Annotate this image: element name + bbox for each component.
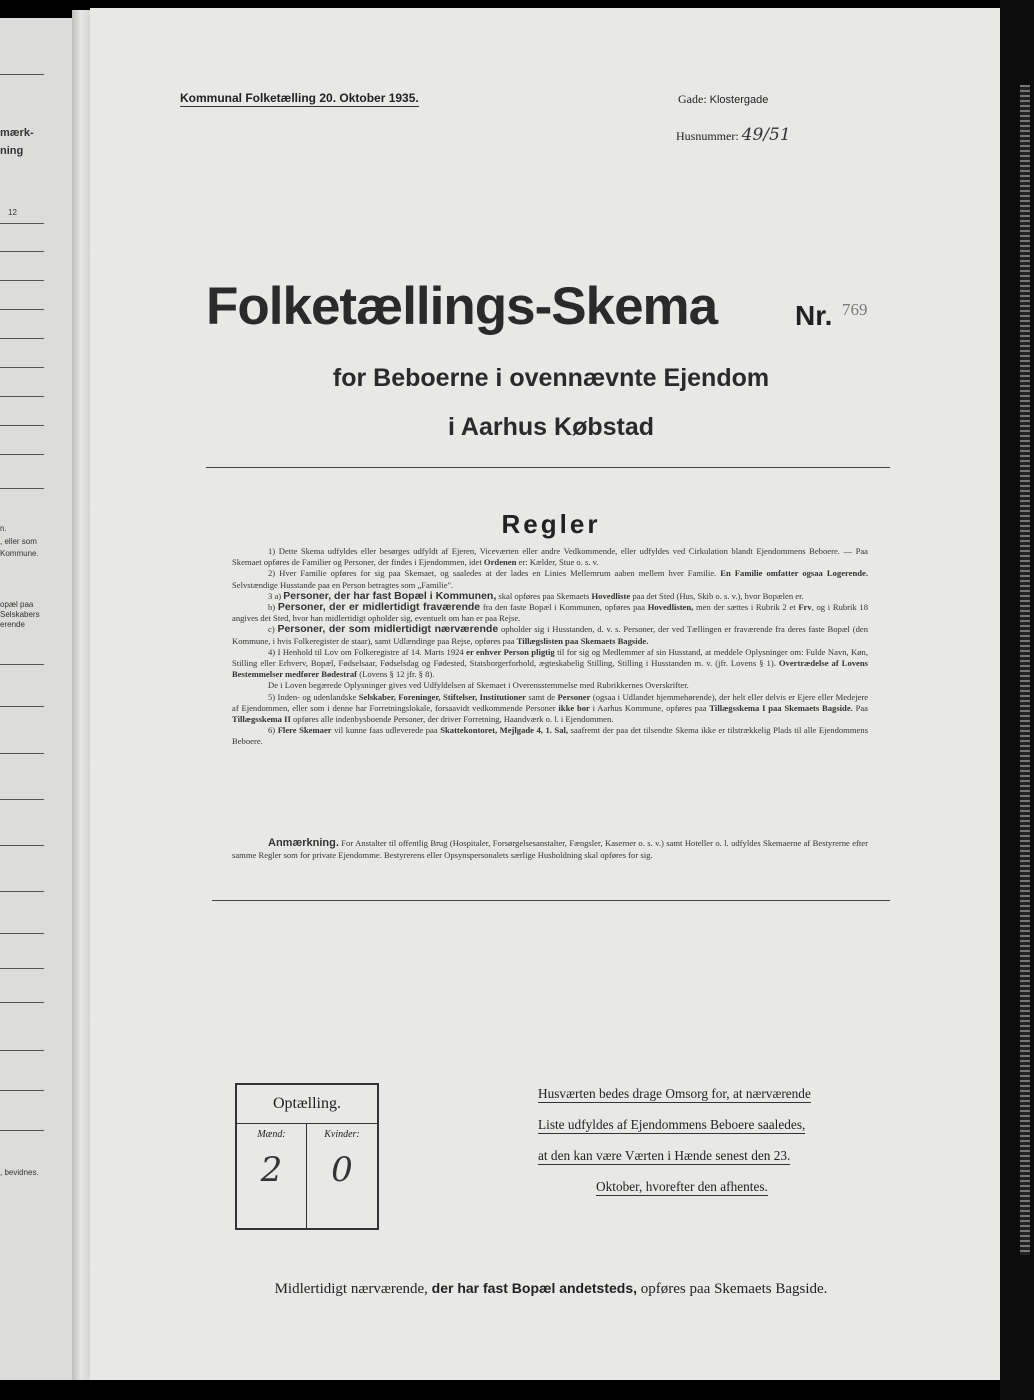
ruled-line <box>0 968 44 969</box>
adjacent-page-fragment <box>0 18 78 1380</box>
footer-pre: Midlertidigt nærværende, <box>274 1281 428 1297</box>
ruled-line <box>0 845 44 846</box>
rule-4b: De i Loven begærede Oplysninger gives ved Udfyldelsen af Skemaet i Overensstemmelse med Rubrikkernes Overskrifter. <box>268 680 689 691</box>
form-number-value: 769 <box>842 300 868 319</box>
subtitle-line-2: i Aarhus Købstad <box>447 413 655 441</box>
binding-edge <box>1000 0 1034 1400</box>
form-number-label: Nr. <box>795 300 833 331</box>
subtitle-line-1: for Beboerne i ovennævnte Ejendom <box>332 364 770 392</box>
ruled-line <box>0 309 44 310</box>
binding-strip <box>1020 85 1030 1255</box>
rule-4: 4) I Henhold til Lov om Folkeregistre af 14. Marts 1924 er enhver Person pligtig til for sig og Medlemmer af sin Husstand, at meddele Oplysninger om: Fulde Navn, Køn, Stilling eller Erhverv, Bopæl, Fødselsaar, Fødselsdag og Fødested, Statsborgerforhold, ægteskabelig Stilling, Stilling i Husstanden m. v. (jfr. Lovens § 1). Overtrædelse af Lovens Bestemmelser medfører Bødestraf (Lovens § 12 jfr. § 8). <box>232 646 869 680</box>
anmaerkning-note <box>232 838 868 861</box>
maend-label: Mænd: <box>257 1129 286 1140</box>
ruled-line <box>0 425 44 426</box>
anmaerkning-label: Anmærkning. <box>268 837 339 849</box>
gade-label: Gade: <box>678 92 707 106</box>
footer-note <box>206 1280 896 1298</box>
fragment-text: erende <box>0 620 25 629</box>
fragment-text: Selskabers <box>0 610 40 619</box>
ruled-line <box>0 799 44 800</box>
fragment-text: opæl paa <box>0 600 34 609</box>
rule-3b: b) Personer, der er midlertidigt fraværende fra den faste Bopæl i Kommunen, opføres paa Hovedlisten, men der sættes i Rubrik 2 et Frv, og i Rubrik 18 angives det Sted, hvor han midlertidigt opholder sig, eventuelt om han er paa Rejse. <box>232 601 868 624</box>
ruled-line <box>0 367 44 368</box>
ruled-line <box>0 1130 44 1131</box>
ruled-line <box>0 753 44 754</box>
fragment-text: , bevidnes. <box>0 1168 39 1177</box>
fragment-text: n. <box>0 524 7 533</box>
husvaert-line-2: Liste udfyldes af Ejendommens Beboere saaledes, <box>538 1117 806 1132</box>
rule-1: 1) Dette Skema udfyldes eller besørges udfyldt af Ejeren, Viceværten eller andre Vedkommende, eller udfyldes ved Cirkulation blandt Ejendommens Beboere. — Paa Skemaet opføres de Familier og Personer, der findes i Ejendommen, idet Ordenen er: Kælder, Stue o. s. v. <box>232 546 868 568</box>
fragment-text: Kommune. <box>0 549 39 558</box>
anmaerkning-text: For Anstalter til offentlig Brug (Hospitaler, Forsørgelsesanstalter, Fængsler, Kaserner o. s. v.) samt Hoteller o. l. udfyldes Skemaerne af Bestyrerne efter samme Regler som for private Ejendomme. Bestyrerens eller Opsynspersonalets særlige Husholdning skal opføres for sig. <box>232 838 868 860</box>
ruled-line <box>0 454 44 455</box>
fragment-text: , eller som <box>0 537 37 546</box>
maend-column <box>237 1123 307 1228</box>
ruled-line <box>0 891 44 892</box>
ruled-line <box>0 74 44 75</box>
ruled-line <box>0 933 44 934</box>
ruled-line <box>0 1090 44 1091</box>
optaelling-title: Optælling. <box>237 1085 377 1124</box>
census-header: Kommunal Folketælling 20. Oktober 1935. <box>180 91 419 105</box>
ruled-line <box>0 223 44 224</box>
form-title: Folketællings-Skema <box>206 277 718 336</box>
ruled-line <box>0 251 44 252</box>
ruled-line <box>0 488 44 489</box>
rule-3c: c) Personer, der som midlertidigt nærværende opholder sig i Husstanden, d. v. s. Personer, der ved Tællingen er fraværende fra deres faste Bopæl (den Kommune, i hvis Folkeregister de staar), samt Udlændinge paa Rejse, opføres paa Tillægslisten paa Skemaets Bagside. <box>232 623 868 646</box>
optaelling-box <box>235 1083 379 1230</box>
rule-6: 6) Flere Skemaer vil kunne faas udleverede paa Skattekontoret, Mejlgade 4, 1. Sal, saafremt der paa det tilsendte Skema ikke er tilstrækkelig Plads til alle Ejendommens Beboere. <box>232 725 868 747</box>
ruled-line <box>0 1002 44 1003</box>
footer-post: opføres paa Skemaets Bagside. <box>640 1281 828 1297</box>
fragment-text: mærk- <box>0 127 34 139</box>
rule-2: 2) Hver Familie opføres for sig paa Skemaet, og saaledes at der lades en Linies Mellemrum aaben mellem hver Familie. En Familie omfatter ogsaa Logerende. Selvstændige Husstande paa en Person betragtes som „Familie". <box>232 568 869 590</box>
rules-heading: Regler <box>501 509 601 539</box>
kvinder-count: 0 <box>331 1150 353 1190</box>
maend-count: 2 <box>260 1150 283 1190</box>
kvinder-label: Kvinder: <box>324 1129 360 1140</box>
ruled-line <box>0 338 44 339</box>
ruled-line <box>0 706 44 707</box>
divider <box>212 900 890 901</box>
husvaert-line-1: Husværten bedes drage Omsorg for, at nærværende <box>538 1086 811 1101</box>
ruled-line <box>0 280 44 281</box>
husvaert-line-4: Oktober, hvorefter den afhentes. <box>596 1179 768 1194</box>
rules-text <box>232 546 868 748</box>
kvinder-column <box>307 1123 377 1228</box>
husvaert-instructions <box>538 1085 866 1209</box>
divider <box>206 467 890 468</box>
husnummer-label: Husnummer: <box>676 129 739 143</box>
gade-field <box>678 92 768 107</box>
ruled-line <box>0 664 44 665</box>
footer-bold: der har fast Bopæl andetsteds, <box>431 1280 638 1296</box>
husnummer-field <box>676 125 791 145</box>
ruled-line <box>0 1050 44 1051</box>
husnummer-value: 49/51 <box>741 125 791 145</box>
fragment-text: ning <box>0 145 24 157</box>
ruled-line <box>0 396 44 397</box>
rule-5: 5) Inden- og udenlandske Selskaber, Foreninger, Stiftelser, Institutioner samt de Personer (ogsaa i Udlandet hjemmehørende), der helt eller delvis er Ejere eller Medejere af Ejendommen, eller som i denne har Forretningslokale, forsaavidt vedkommende Personer ikke bor i Aarhus Kommune, opføres paa Tillægsskema I paa Skemaets Bagside. Paa Tillægsskema II opføres alle indenbysboende Personer, der driver Forretning, Haandværk o. l. i Ejendommen. <box>232 691 869 725</box>
gade-value: Klostergade <box>709 94 769 106</box>
fragment-text: 12 <box>8 208 17 217</box>
husvaert-line-3: at den kan være Værten i Hænde senest den 23. <box>538 1148 791 1163</box>
rule-3a: 3 a) Personer, der har fast Bopæl i Kommunen, skal opføres paa Skemaets Hovedliste paa det Sted (Hus, Skib o. s. v.), hvor Bopælen er. <box>268 589 804 602</box>
